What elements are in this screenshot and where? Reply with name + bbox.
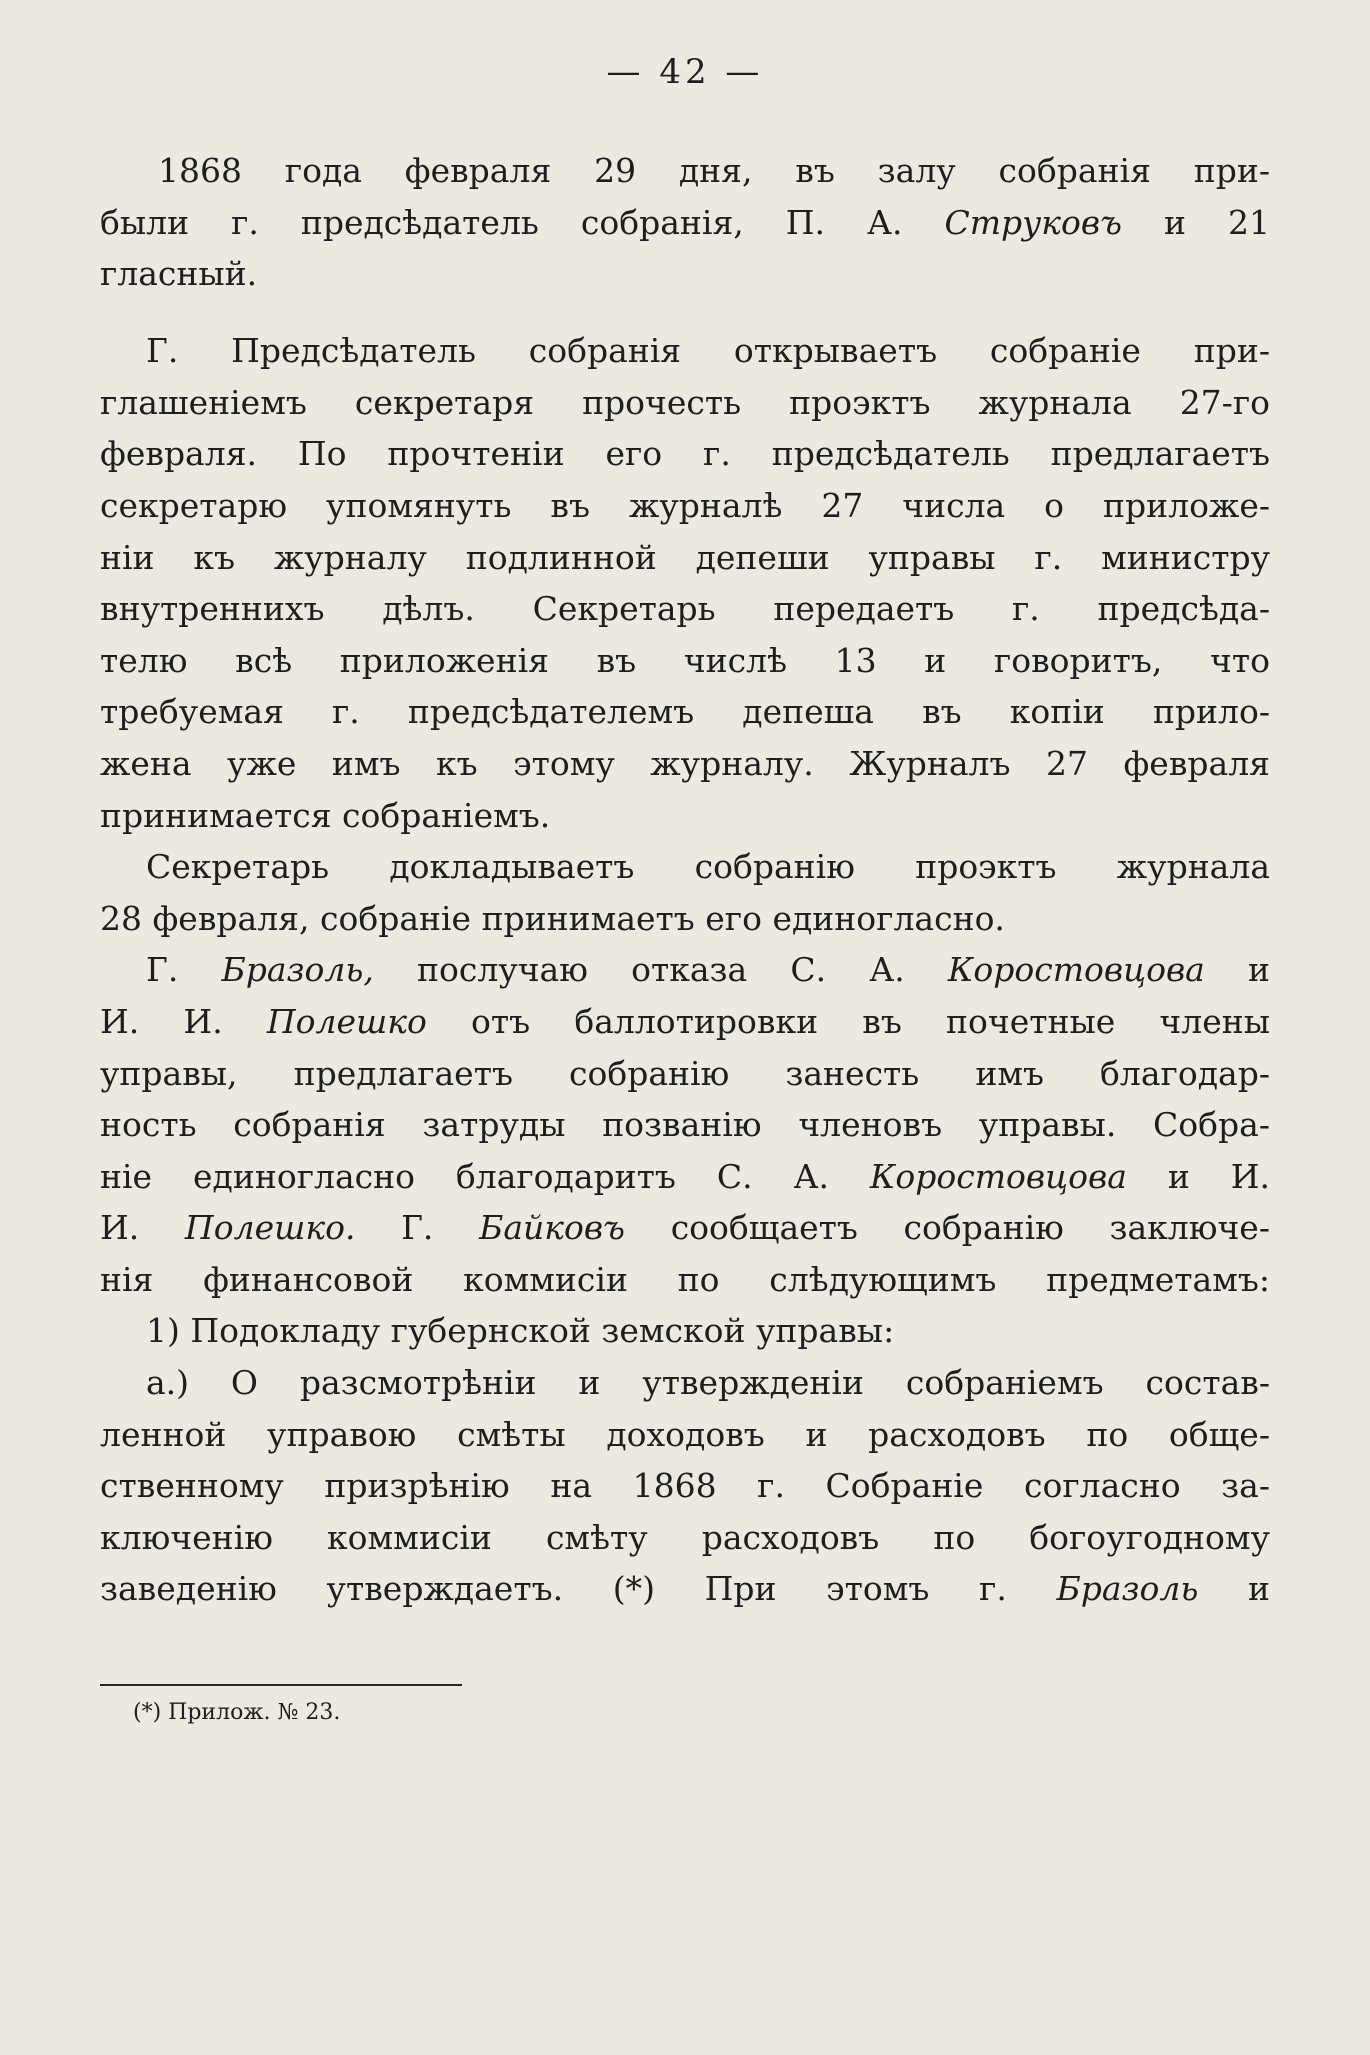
- text-line: И. И. Полешко отъ баллотировки въ почетные члены: [100, 1001, 1270, 1041]
- text-line: Г. Предсѣдатель собранія открываетъ собраніе при-: [146, 331, 1270, 371]
- name-brazol: Бразоль,: [221, 950, 374, 990]
- text-line: были г. предсѣдатель собранія, П. А. Струковъ и 21: [100, 202, 1270, 242]
- text-line: секретарю упомянуть въ журналѣ 27 числа о приложе-: [100, 485, 1270, 525]
- name-strukov: Струковъ: [944, 202, 1123, 242]
- main-text: [100, 145, 1270, 1615]
- name-baikov: Байковъ: [479, 1208, 626, 1248]
- name-korostovtsov: Коростовцова: [947, 950, 1205, 990]
- text-line: требуемая г. предсѣдателемъ депеша въ копіи прило-: [100, 692, 1270, 732]
- text-line: ніе единогласно благодаритъ С. А. Коростовцова и И.: [100, 1156, 1270, 1196]
- text-line: Секретарь докладываетъ собранію проэктъ журнала: [146, 847, 1270, 887]
- name-brazol: Бразоль: [1056, 1569, 1199, 1609]
- text-line: 1868 года февраля 29 дня, въ залу собранія при-: [158, 151, 1270, 190]
- footnote: (*) Прилож. № 23.: [133, 1700, 341, 1725]
- text-line: нія финансовой коммисіи по слѣдующимъ предметамъ:: [100, 1259, 1270, 1299]
- text-line: 1) Подокладу губернской земской управы:: [146, 1311, 895, 1351]
- text-line: Г. Бразоль, послучаю отказа С. А. Коростовцова и: [146, 950, 1270, 990]
- text-line: ственному призрѣнію на 1868 г. Собраніе согласно за-: [100, 1466, 1270, 1506]
- text-line: внутреннихъ дѣлъ. Секретарь передаетъ г. предсѣда-: [100, 589, 1270, 629]
- text-line: 28 февраля, собраніе принимаетъ его единогласно.: [100, 898, 1005, 938]
- text-line: жена уже имъ къ этому журналу. Журналъ 27 февраля: [100, 743, 1270, 783]
- text-line: И. Полешко. Г. Байковъ сообщаетъ собранію заключе-: [100, 1208, 1270, 1248]
- text-line: гласный.: [100, 254, 258, 294]
- text-line: ленной управою смѣты доходовъ и расходовъ по обще-: [100, 1414, 1270, 1454]
- name-poleshko: Полешко: [266, 1001, 427, 1041]
- name-poleshko: Полешко.: [184, 1208, 356, 1248]
- text-line: февраля. По прочтеніи его г. предсѣдатель предлагаетъ: [100, 434, 1270, 474]
- text-line: а.) О разсмотрѣніи и утвержденіи собраніемъ состав-: [146, 1363, 1270, 1403]
- text-line: заведенію утверждаетъ. (*) При этомъ г. Бразоль и: [100, 1569, 1270, 1609]
- text-line: принимается собраніемъ.: [100, 795, 551, 835]
- text-line: ключенію коммисіи смѣту расходовъ по богоугодному: [100, 1517, 1270, 1557]
- text-line: ность собранія затруды позванію членовъ управы. Собра-: [100, 1105, 1270, 1145]
- text-line: телю всѣ приложенія въ числѣ 13 и говоритъ, что: [100, 640, 1270, 680]
- text-line: управы, предлагаетъ собранію занесть имъ благодар-: [100, 1053, 1270, 1093]
- name-korostovtsov: Коростовцова: [869, 1156, 1127, 1196]
- text-line: глашеніемъ секретаря прочесть проэктъ журнала 27-го: [100, 382, 1270, 422]
- page-number: — 42 —: [606, 52, 764, 92]
- text-line: ніи къ журналу подлинной депеши управы г. министру: [100, 537, 1270, 577]
- footnote-rule: [100, 1684, 462, 1686]
